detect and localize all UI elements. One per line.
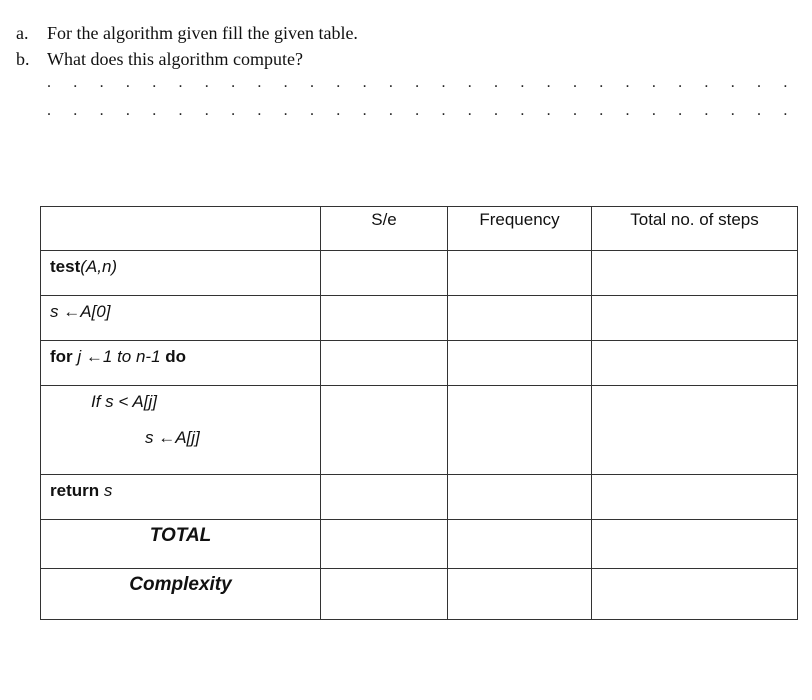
- keyword-test: test: [50, 257, 81, 276]
- total-steps-answer-cell[interactable]: [592, 251, 798, 296]
- question-marker: b.: [16, 49, 30, 69]
- question-text: What does this algorithm compute?: [47, 49, 303, 69]
- header-cell-frequency: [448, 207, 592, 251]
- function-args: (A,n): [80, 257, 118, 276]
- question-marker: a.: [16, 23, 29, 43]
- se-answer-cell[interactable]: [321, 296, 448, 341]
- header-label: Frequency: [479, 210, 560, 229]
- header-cell-total-steps: [592, 207, 798, 251]
- se-answer-cell[interactable]: [321, 475, 448, 520]
- se-answer-cell[interactable]: [321, 251, 448, 296]
- answer-dotted-line-1: . . . . . . . . . . . . . . . . . . . . . . . . . . . . .: [47, 74, 788, 91]
- table-row: [41, 341, 798, 386]
- total-steps-answer-cell[interactable]: [592, 341, 798, 386]
- total-label-cell: [41, 520, 321, 569]
- header-label: S/e: [371, 210, 397, 229]
- total-row: [41, 520, 798, 569]
- return-var: s: [99, 481, 113, 500]
- frequency-answer-cell[interactable]: [448, 341, 592, 386]
- se-answer-cell[interactable]: [321, 520, 448, 569]
- header-cell-se: [321, 207, 448, 251]
- se-answer-cell[interactable]: [321, 569, 448, 620]
- statement-cell: [41, 341, 321, 386]
- total-steps-answer-cell[interactable]: [592, 569, 798, 620]
- keyword-for: for: [50, 347, 73, 366]
- total-steps-answer-cell[interactable]: [592, 386, 798, 475]
- keyword-return: return: [50, 481, 100, 500]
- total-steps-answer-cell[interactable]: [592, 296, 798, 341]
- frequency-answer-cell[interactable]: [448, 475, 592, 520]
- header-cell-blank[interactable]: [41, 207, 321, 251]
- table-row: [41, 296, 798, 341]
- algorithm-analysis-table: [40, 206, 798, 620]
- frequency-answer-cell[interactable]: [448, 386, 592, 475]
- statement-if: If s < A[j]: [91, 392, 157, 411]
- total-steps-answer-cell[interactable]: [592, 520, 798, 569]
- keyword-do: do: [165, 347, 187, 366]
- header-label: Total no. of steps: [630, 210, 759, 229]
- se-answer-cell[interactable]: [321, 341, 448, 386]
- complexity-row: [41, 569, 798, 620]
- statement-cell: [41, 386, 321, 475]
- statement-cell: [41, 251, 321, 296]
- complexity-label: Complexity: [129, 574, 232, 595]
- total-label: TOTAL: [149, 525, 212, 546]
- table-row: [41, 251, 798, 296]
- statement-cell: [41, 296, 321, 341]
- frequency-answer-cell[interactable]: [448, 520, 592, 569]
- frequency-answer-cell[interactable]: [448, 296, 592, 341]
- complexity-label-cell: [41, 569, 321, 620]
- table-row: [41, 475, 798, 520]
- loop-range: j ←1 to n-1: [72, 347, 166, 366]
- statement-cell: [41, 475, 321, 520]
- answer-dotted-line-2: . . . . . . . . . . . . . . . . . . . . . . . . . . . . .: [47, 102, 788, 119]
- table-row: [41, 386, 798, 475]
- question-text: For the algorithm given fill the given table.: [47, 23, 358, 43]
- total-steps-answer-cell[interactable]: [592, 475, 798, 520]
- statement-assign: s ←A[j]: [145, 428, 200, 447]
- statement-init: s ←A[0]: [50, 302, 111, 321]
- table-header-row: [41, 207, 798, 251]
- frequency-answer-cell[interactable]: [448, 569, 592, 620]
- frequency-answer-cell[interactable]: [448, 251, 592, 296]
- se-answer-cell[interactable]: [321, 386, 448, 475]
